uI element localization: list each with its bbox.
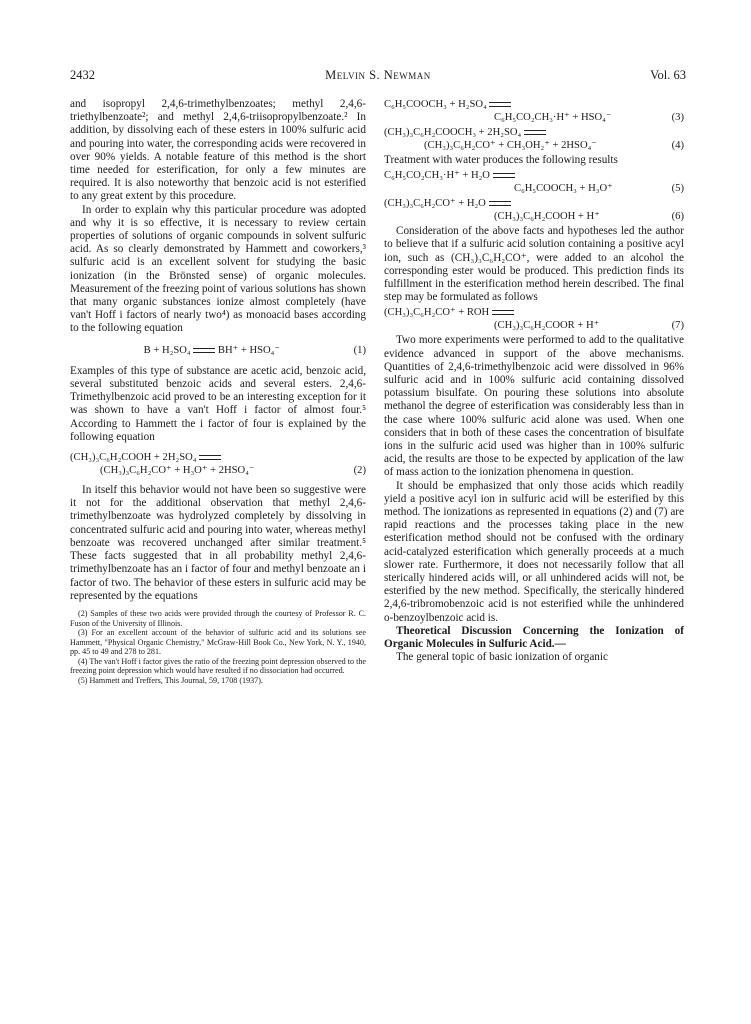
equation-6: (CH₃)₃C₆H₂CO⁺ + H₂O (CH₃)₃C₆H₂COOH + H⁺ (6) (384, 198, 684, 223)
footnote: (4) The van't Hoff i factor gives the ratio of the freezing point depression observed to the freezing point depression which would have resulted if no dissociation had occurred. (70, 656, 366, 676)
footnote: (3) For an excellent account of the behavior of sulfuric acid and its solutions see Hammett, "Physical Organic Chemistry," McGraw-Hill Book Co., New York, N. Y., 1940, pp. 45 to 49 and 278 to 281. (70, 628, 366, 657)
equilibrium-arrow-icon (492, 309, 514, 316)
page-number: 2432 (70, 68, 95, 82)
paragraph: It should be emphasized that only those acids which readily yield a positive acyl ion in sulfuric acid will be esterified by this method. The ionizations as represented in equations (2) and (7) are rapid reactions and the processes taking place in the new esterification method should not be confused with the ordinary acid-catalyzed esterification which generally proceeds at a much slower rate. Furthermore, it does not necessarily follow that all sterically hindered acids will, or all unhindered acids will not, be esterified by the new method. Specifically, the sterically hindered 2,4,6-tribromobenzoic acid is not esterified while the unhindered o-benzoylbenzoic acid is. (384, 479, 684, 624)
equation-7: (CH₃)₃C₆H₂CO⁺ + ROH (CH₃)₃C₆H₂COOR + H⁺ (7) (384, 307, 684, 332)
equilibrium-arrow-icon (489, 200, 511, 207)
paragraph: In itself this behavior would not have been so suggestive were it not for the additional observation that methyl 2,4,6-trimethylbenzoate was hydrolyzed completely by dissolving in concentrated sulfuric acid and pouring into water, whereas methyl benzoate was recovered unchanged after similar treatment.⁵ These facts suggested that in all probability methyl 2,4,6-trimethylbenzoate has an i factor of four and methyl benzoate an i factor of two. The behavior of these esters in sulfuric acid may be represented by the equations (70, 484, 366, 602)
equation-number: (3) (671, 112, 684, 123)
paragraph: In order to explain why this particular procedure was adopted and why it is so effective, it is necessary to review certain properties of solutions of organic compounds in solvent sulfuric acid. As so clearly demonstrated by Hammett and coworkers,³ sulfuric acid is an excellent solvent for studying the basic ionization (in the Brönsted sense) of organic molecules. Measurement of the freezing point of various solutions has shown that many organic substances ionize almost completely (have van't Hoff i factors of nearly two⁴) as monoacid bases according to the following equation (70, 203, 366, 335)
footnote: (5) Hammett and Treffers, This Journal, 59, 1708 (1937). (78, 676, 263, 686)
equilibrium-arrow-icon (493, 172, 515, 179)
running-title: Melvin S. Newman (325, 68, 431, 82)
section-heading: Theoretical Discussion Concerning the Ionization of Organic Molecules in Sulfuric Acid.— (384, 624, 684, 651)
equilibrium-arrow-icon (524, 129, 546, 136)
footnote: (2) Samples of these two acids were provided through the courtesy of Professor R. C. Fuson of the University of Illinois. (70, 608, 366, 628)
section-paragraph (384, 625, 684, 651)
equation-number: (6) (671, 211, 684, 223)
equation-number: (2) (353, 465, 366, 477)
equation-3: C₆H₅COOCH₃ + H₂SO₄ C₆H₅CO₂CH₃·H⁺ + HSO₄⁻ (3) (384, 99, 684, 123)
paragraph: Examples of this type of substance are acetic acid, benzoic acid, several substituted benzoic acids and several esters. 2,4,6-Trimethylbenzoic acid proved to be an interesting exception for it was shown to have a van't Hoff i factor of almost four.⁵ According to Hammett the i factor of four is explained by the following equation (70, 364, 366, 443)
equation-5: C₆H₅CO₂CH₃·H⁺ + H₂O C₆H₅COOCH₃ + H₃O⁺ (5) (384, 170, 684, 195)
equation-number: (7) (671, 320, 684, 332)
equation-number: (4) (671, 140, 684, 151)
paragraph: The general topic of basic ionization of organic (396, 651, 608, 664)
equation-4: (CH₃)₃C₆H₂COOCH₃ + 2H₂SO₄ (CH₃)₃C₆H₂CO⁺ + CH₃OH₂⁺ + 2HSO₄⁻ (4) (384, 127, 684, 151)
equation-1: B + H₂SO₄ BH⁺ + HSO₄⁻ (1) (143, 344, 366, 356)
volume-label: Vol. 63 (650, 68, 686, 82)
left-column (70, 98, 366, 686)
equilibrium-arrow-icon (193, 347, 215, 354)
equation-number: (5) (671, 183, 684, 195)
footnotes (70, 609, 366, 686)
right-column (384, 98, 684, 665)
paragraph: and isopropyl 2,4,6-trimethylbenzoates; methyl 2,4,6-triethylbenzoate²; and methyl 2,4,6-triisopropylbenzoate.² In addition, by dissolving each of these esters in 100% sulfuric acid and pouring into water, the corresponding acids were recovered in over 90% yields. A notable feature of this method is the short time needed for esterification, for only a few minutes are required. It is also noteworthy that benzoic acid is not esterified to any great extent by this procedure. (70, 98, 366, 203)
page-header (70, 68, 686, 84)
equation-2: (CH₃)₃C₆H₂COOH + 2H₂SO₄ (CH₃)₃C₆H₂CO⁺ + H₃O⁺ + 2HSO₄⁻ (2) (70, 452, 366, 477)
paragraph: Two more experiments were performed to add to the qualitative evidence advanced in support of the above mechanisms. Quantities of 2,4,6-trimethylbenzoic acid were dissolved in 96% sulfuric acid and in 100% sulfuric acid containing dissolved potassium bisulfate. On pouring these solutions into absolute methanol the degree of esterification was considerably less than in the case where 100% sulfuric acid alone was used. When one considers that in both of these cases the concentration of bisulfate ions in the sulfuric acid used was higher than in 100% sulfuric acid, the results are those to be expected by application of the law of mass action to the ionization phenomena in question. (384, 334, 684, 479)
paragraph: Consideration of the above facts and hypotheses led the author to believe that if a sulfuric acid solution containing a positive acyl ion, such as (CH₃)₃C₆H₂CO⁺, were added to an alcohol the corresponding ester would be produced. This prediction finds its fulfillment in the esterification method herein described. The final step may be formulated as follows (384, 225, 684, 304)
paragraph: Treatment with water produces the following results (384, 154, 618, 166)
equilibrium-arrow-icon (199, 454, 221, 461)
equation-number: (1) (353, 344, 366, 356)
equilibrium-arrow-icon (489, 101, 511, 108)
